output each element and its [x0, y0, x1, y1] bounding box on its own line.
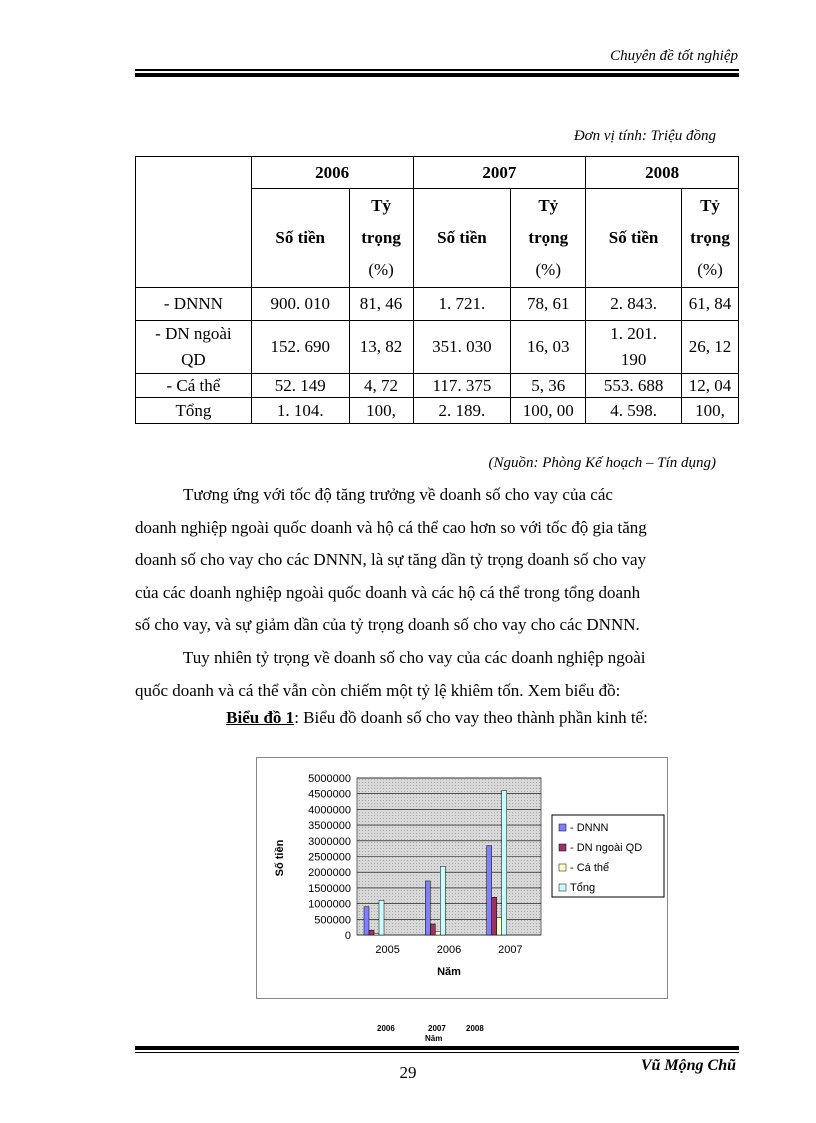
bar-0 [487, 846, 492, 935]
year-2007: 2007 [413, 157, 586, 189]
y-tick-label: 3000000 [308, 835, 351, 848]
table-row: - DN ngoài QD 152. 690 13, 82 351. 030 16, 03 1. 201. 190 26, 12 [136, 321, 739, 374]
table-row: - DNNN 900. 010 81, 46 1. 721. 78, 61 2. 843. 61, 84 [136, 288, 739, 321]
legend-swatch [559, 864, 566, 871]
y-tick-label: 500000 [314, 914, 351, 927]
col-share: Tỷ trọng (%) [349, 189, 413, 288]
legend-swatch [559, 824, 566, 831]
col-amount: Số tiền [413, 189, 511, 288]
y-tick-label: 4000000 [308, 804, 351, 817]
col-share: Tỷ trọng (%) [511, 189, 586, 288]
x-tick-label: 2005 [375, 944, 400, 956]
bar-1 [369, 930, 374, 935]
y-tick-label: 2000000 [308, 867, 351, 880]
table-corner [136, 157, 252, 288]
y-tick-label: 3500000 [308, 820, 351, 833]
footer-rule-thin [135, 1052, 739, 1053]
bar-3 [440, 866, 445, 935]
bar-0 [425, 881, 430, 935]
caption-text: : Biểu đồ doanh số cho vay theo thành phần kinh tế: [294, 708, 648, 727]
legend-entry: - Cá thể [570, 862, 610, 874]
bar-1 [430, 924, 435, 935]
year-2008: 2008 [586, 157, 739, 189]
bar-0 [364, 907, 369, 935]
footer-mini-2006: 2006 [377, 1024, 395, 1033]
legend-entry: - DNNN [570, 822, 609, 834]
y-tick-label: 2500000 [308, 851, 351, 864]
legend-swatch [559, 884, 566, 891]
bar-3 [379, 900, 384, 935]
paragraph-2: Tuy nhiên tỷ trọng về doanh số cho vay của các doanh nghiệp ngoài quốc doanh và cá thể vẫn còn chiếm một tỷ lệ khiêm tốn. Xem biểu đồ: [135, 648, 646, 700]
y-tick-label: 5000000 [308, 773, 351, 785]
legend-entry: Tổng [570, 882, 596, 894]
table-row: - Cá thể 52. 149 4, 72 117. 375 5, 36 553. 688 12, 04 [136, 374, 739, 398]
caption-label: Biểu đồ 1 [226, 708, 295, 727]
footer-mini-label: Năm [425, 1034, 443, 1043]
bar-chart [257, 758, 667, 998]
header-rule-thick [135, 73, 739, 77]
paragraph-1: Tương ứng với tốc độ tăng trưởng về doanh số cho vay của các doanh nghiệp ngoài quốc doanh và hộ cá thể cao hơn so với tốc độ gia tăng doanh số cho vay cho các DNNN, là sự tăng dần tỷ trọng doanh số cho vay của các doanh nghiệp ngoài quốc doanh và các hộ cá thể trong tổng doanh số cho vay, và sự giảm dần của tỷ trọng doanh số cho vay cho các DNNN. [135, 485, 647, 634]
x-axis-label: Năm [437, 966, 461, 978]
bar-3 [502, 791, 507, 935]
y-tick-label: 4500000 [308, 788, 351, 801]
year-2006: 2006 [251, 157, 413, 189]
footer-rule-thick [135, 1046, 739, 1050]
bar-2 [374, 933, 379, 935]
x-tick-label: 2007 [498, 944, 523, 956]
y-axis-label: Số tiền [274, 839, 286, 877]
unit-note: Đơn vị tính: Triệu đồng [573, 128, 716, 144]
chart-caption [135, 708, 739, 728]
legend-entry: - DN ngoài QD [570, 842, 643, 854]
bar-1 [492, 897, 497, 935]
y-tick-label: 0 [344, 930, 351, 942]
table-row: Tổng 1. 104. 100, 2. 189. 100, 00 4. 598. 100, [136, 398, 739, 424]
author-name: Vũ Mộng Chũ [640, 1057, 736, 1074]
loan-table [135, 156, 739, 424]
col-amount: Số tiền [586, 189, 682, 288]
header-rule-thin [135, 69, 739, 71]
col-amount: Số tiền [251, 189, 349, 288]
x-tick-label: 2006 [436, 944, 462, 956]
footer-mini-2008: 2008 [466, 1024, 484, 1033]
bar-2 [497, 918, 502, 935]
chart-frame [256, 757, 668, 999]
footer-mini-2007: 2007 [428, 1024, 446, 1033]
table-source: (Nguồn: Phòng Kế hoạch – Tín dụng) [488, 455, 716, 471]
y-tick-label: 1000000 [308, 898, 351, 911]
y-tick-label: 1500000 [308, 882, 351, 895]
bar-2 [435, 931, 440, 935]
legend-swatch [559, 844, 566, 851]
page-number: 29 [399, 1063, 417, 1082]
running-header: Chuyên đề tốt nghiệp [610, 48, 738, 64]
col-share: Tỷ trọng (%) [682, 189, 739, 288]
